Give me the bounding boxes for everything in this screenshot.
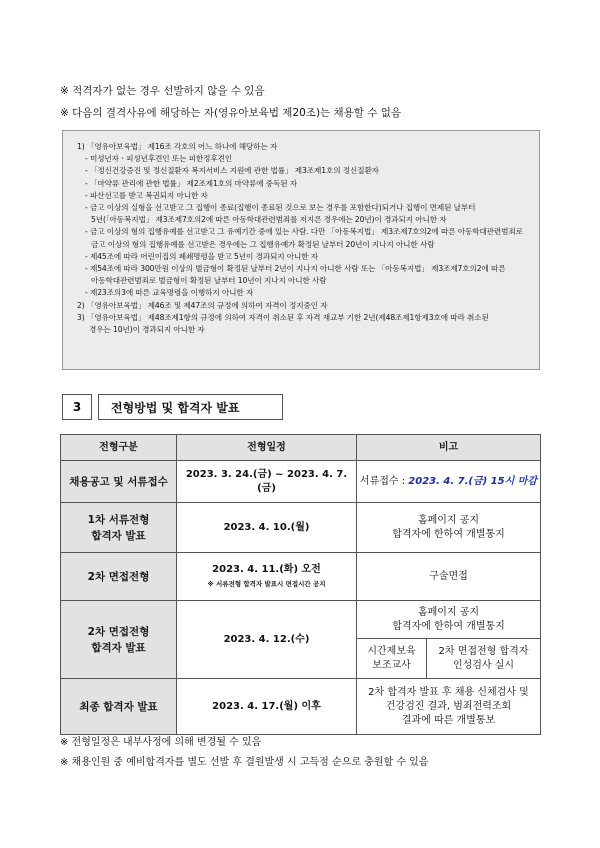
sub-left-line: 보조교사	[372, 659, 411, 671]
note-line: 합격자에 한하여 개별통지	[392, 528, 505, 540]
row-date: 2023. 3. 24.(금) ~ 2023. 4. 7.(금)	[177, 461, 357, 503]
disq-line: 2) 「영유아보육법」 제46조 및 제47조의 규정에 의하여 자격이 정지중인 자	[77, 300, 328, 310]
disq-line: 금고 이상의 형의 집행유예를 선고받은 경우에는 그 집행유예가 확정된 날부터 20년이 지나지 아니한 사람	[91, 239, 435, 249]
row-note: 구술면접	[357, 553, 541, 601]
note-line: 합격자에 한하여 개별통지	[392, 620, 505, 632]
disq-line: - 금고 이상의 실형을 선고받고 그 집행이 종료(집행이 종료된 것으로 보는 경우를 포함한다)되거나 집행이 면제된 날부터	[85, 203, 476, 213]
schedule-table	[60, 434, 541, 735]
date-line: 2023. 4. 11.(화) 오전	[212, 563, 321, 575]
header-category: 전형구분	[61, 435, 177, 461]
table-header-row	[61, 435, 541, 461]
table-row	[61, 503, 541, 553]
label-line: 1차 서류전형	[87, 513, 150, 526]
disq-line: - 제45조에 따라 어린이집의 폐쇄명령을 받고 5년이 경과되지 아니한 자	[85, 251, 319, 261]
label-line: 합격자 발표	[91, 641, 146, 654]
sub-left	[357, 639, 427, 679]
table-row	[61, 679, 541, 735]
label-line: 2차 면접전형	[87, 625, 150, 638]
disq-line: - 파산선고를 받고 복권되지 아니한 자	[85, 190, 208, 200]
row-note	[357, 679, 541, 735]
note-line: 홈페이지 공지	[417, 514, 480, 526]
footnote-schedule-change: ※ 전형일정은 내부사정에 의해 변경될 수 있음	[60, 737, 262, 748]
row-date: 2023. 4. 12.(수)	[177, 601, 357, 679]
row-note	[357, 461, 541, 503]
disq-line: - 제54조에 따라 300만원 이상의 벌금형이 확정된 날부터 2년이 지나지 아니한 사람 또는 「아동복지법」 제3조제7호의2에 따른	[85, 264, 506, 274]
header-remarks: 비고	[357, 435, 541, 461]
note-no-qualified: ※ 적격자가 없는 경우 선발하지 않을 수 있음	[60, 85, 265, 97]
disq-line: - 「마약류 관리에 관한 법률」 제2조제1호의 마약류에 중독된 자	[85, 178, 298, 188]
footnote-reserve: ※ 채용인원 중 예비합격자를 별도 선발 후 결원발생 시 고득점 순으로 충원할 수 있음	[60, 757, 429, 768]
note-line: 2차 합격자 발표 후 채용 신체검사 및	[368, 686, 529, 698]
note-disqualification: ※ 다음의 결격사유에 해당하는 자(영유아보육법 제20조)는 채용할 수 없음	[60, 107, 402, 119]
row-date: 2023. 4. 17.(월) 이후	[177, 679, 357, 735]
row-label: 채용공고 및 서류접수	[61, 461, 177, 503]
disq-line: 3) 「영유아보육법」 제48조제1항의 규정에 의하여 자격이 취소된 후 자격 재교부 기한 2년(제48조제1항제3호에 따라 취소된	[77, 312, 489, 322]
table-row	[61, 553, 541, 601]
sub-left-line: 시간제보육	[367, 645, 416, 657]
row-label: 2차 면접전형	[61, 553, 177, 601]
disq-line: - 금고 이상의 형의 집행유예를 선고받고 그 유예기간 중에 있는 사람. 다만 「아동복지법」 제3조제7호의2에 따른 아동학대관련범죄로	[85, 227, 523, 237]
note-line: 결과에 따른 개별통보	[401, 714, 496, 726]
label-line: 합격자 발표	[91, 529, 146, 542]
row-label	[61, 601, 177, 679]
sub-right	[427, 639, 541, 679]
row-date: 2023. 4. 10.(월)	[177, 503, 357, 553]
disq-line: 경우는 10년)이 경과되지 아니한 자	[89, 325, 205, 335]
note-line: 홈페이지 공지	[417, 606, 480, 618]
date-subnote: ※ 서류전형 합격자 발표시 면접시간 공지	[207, 579, 326, 588]
header-schedule: 전형일정	[177, 435, 357, 461]
table-row	[61, 461, 541, 503]
disq-line: 1) 「영유아보육법」 제16조 각호의 어느 하나에 해당하는 자	[77, 142, 278, 151]
section-title: 전형방법 및 합격자 발표	[98, 394, 283, 420]
sub-right-line: 2차 면접전형 합격자	[438, 645, 529, 657]
disq-line: - 「정신건강증진 및 정신질환자 복지서비스 지원에 관한 법률」 제3조제1호의 정신질환자	[85, 166, 379, 176]
disq-line: - 제23조의3에 따른 교육명령을 이행하지 아니한 자	[85, 288, 254, 298]
disqualification-box	[62, 130, 540, 370]
table-row	[61, 601, 541, 639]
row-note	[357, 601, 541, 639]
row-label: 최종 합격자 발표	[61, 679, 177, 735]
row-date	[177, 553, 357, 601]
deadline-text: 2023. 4. 7.(금) 15시 마감	[408, 475, 538, 487]
section-number: 3	[62, 394, 92, 420]
note-prefix: 서류접수 :	[359, 475, 409, 487]
sub-right-line: 인성검사 실시	[452, 659, 515, 671]
row-note	[357, 503, 541, 553]
disq-line: 5년(「아동복지법」 제3조제7호의2에 따른 아동학대관련범죄를 저지른 경우에는 20년)이 경과되지 아니한 자	[91, 215, 447, 225]
note-line: 건강검진 결과, 범죄전력조회	[385, 700, 512, 712]
row-label	[61, 503, 177, 553]
disq-line: 아동학대관련범죄로 벌금형이 확정된 날부터 10년이 지나지 아니한 사람	[91, 276, 327, 286]
disq-line: - 미성년자ㆍ피성년후견인 또는 피한정후견인	[85, 154, 233, 164]
